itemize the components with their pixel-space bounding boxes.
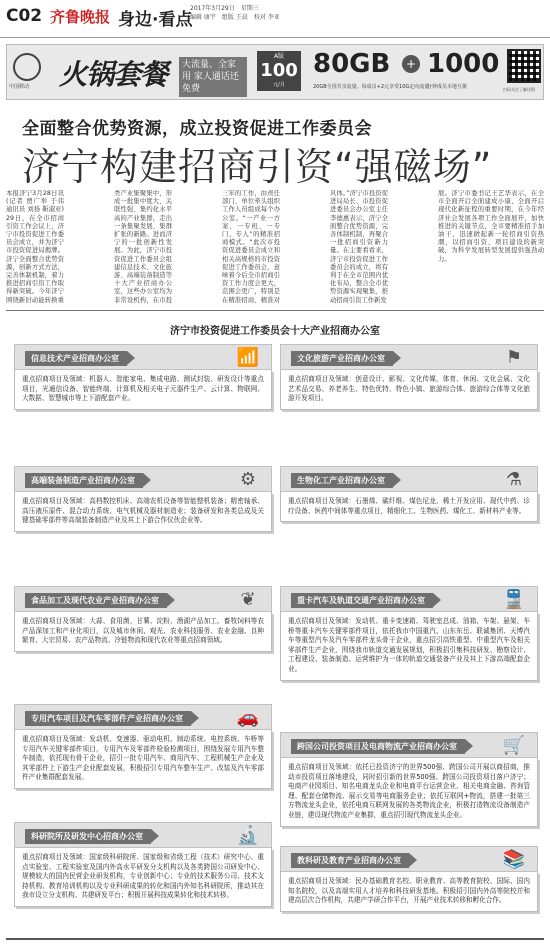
- ad-price-tier: A版: [273, 53, 285, 60]
- article-column: 三年的工作，由责任部门、单位牵头组织工作人员组成每个办公室。“一产业一方案、一专班、一专门、专人”的精准招商模式。“此次市投资促进委员会成立和相关高规格的市投资促进工作委员会，意味着今后全市招商引资工作力度会更大，范围会更广，特别是在精准招商、精准对: [222, 190, 280, 304]
- masthead-meta: [190, 4, 280, 22]
- panel-text: 重点招商项目及领域：依托已投资济宁的世界500强、跨国公司开展以商招商，推动市投资项目落地建设，同时招引新的世界500强、跨国公司投资项目落户济宁；电商产业园项目、知名电商龙头企业和电商平台运营企业、相关电商金融、咨询管理、配套仓储物流、展示交易等电商服务企业；依托互联网+物流，搭建一批第三方物流龙头企业，依托电商互联网发展的各类物流企业，积极打造物流设备制造产业链，建设现代物流产业集群，重点招引现代物流龙头企业。: [280, 758, 538, 827]
- panel-header: [14, 704, 272, 730]
- office-panel-biochemical: [280, 466, 538, 522]
- office-panel-info-tech: [14, 344, 272, 410]
- panel-title: 信息技术产业招商办公室: [25, 351, 127, 366]
- section-name: 身边·看点: [118, 10, 193, 30]
- flask-icon: ⚗: [505, 469, 523, 490]
- ad-minutes-note: 分钟成员本地互拨: [427, 84, 468, 90]
- page-number: C02: [6, 6, 43, 26]
- article-subhead: 全面整合优势资源，成立投资促进工作委员会: [22, 119, 372, 139]
- divider: [6, 310, 544, 311]
- panel-text: 重点招商项目及领域：国家级科研院所、国家级和省级工程（技术）研究中心、重点实验室、工程实验室及国内外高水平研发分支机构以及各类跨国公司研发中心、规模较大的国内民营企业研发机构，专业创新中心；专业的技术服务公司、技术支持机构、教育培训机构以及专业科研成果的转化和国内外知名科研院所，推动其在我市设立分支机构、共建研发平台；积极开展科技成果转化和技术转移。: [14, 848, 272, 907]
- office-panel-research-institutes: [14, 822, 272, 907]
- ad-data-amount: 80GB: [313, 49, 391, 79]
- panel-header: [14, 466, 272, 492]
- wifi-tower-icon: 📶: [236, 347, 260, 368]
- panel-title: 教科研及教育产业招商办公室: [291, 853, 409, 868]
- article-column: 展。济宁市委书记王艺华表示，在全市全面开启全面建成小康、全面开启现代化新征程的重要时期，在今年经济社会发展各项工作全面展开，加快推进的关键节点，全市要精准招手加油干，迅速掀起新一轮招商引资热潮，以招商引资、项目建设的新突破，为科学发展转型发展提供强劲动力。: [438, 190, 544, 263]
- article-column: 本报济宁3月28日讯(记者 贾广举 于伟 通讯员 刘扬 靳淑亚) 29日，在全市招商引资工作会议上，济宁市投资促进工作委员会成立，并为济宁市投资促进局揭牌。济宁全面整合优势资源，创新方式方法，完善体制机制，着力推进招商引资工作取得新突破。今年济宁围绕新旧动能转换重: [6, 190, 64, 304]
- panel-title: 食品加工及现代农业产业招商办公室: [25, 593, 167, 608]
- microscope-icon: 🔬: [236, 825, 260, 846]
- ad-minutes-amount: 1000: [427, 49, 500, 79]
- panel-text: 重点招商项目及领域：民办基础教育名校、职业教育、高等教育院校、国际、国内知名院校，以及高端实用人才培养和科技研发基地。积极招引国内外高等院校并和建高层次合作机构，共建产学研合作平台，开展产业技术转移和孵化合作。: [280, 872, 538, 912]
- panel-text: 重点招商项目及领域：机器人、智能家电、集成电路、测试封装、研发设计等重点项目，光通信设备、智能终端、计算机及相关电子元器件生产、云计算、物联网、大数据、智慧城市等上下游配套产业。: [14, 370, 272, 410]
- cart-icon: 🛒: [502, 735, 526, 756]
- article-headline: 济宁构建招商引资“强磁场”: [22, 145, 493, 189]
- office-panel-high-end-equipment: [14, 466, 272, 532]
- editors-line: 编辑 康宇 组版 王晨 校对 李亚: [190, 14, 280, 21]
- ad-price-badge: [257, 51, 301, 91]
- infographic-title: 济宁市投资促进工作委员会十大产业招商办公室: [170, 326, 380, 337]
- china-mobile-logo-icon: [13, 53, 41, 81]
- article-column: 具体。”济宁市投资促进局局长、市投资促进委员会办公室主任李德惠表示，济宁全面整合优势资源，完善体制机制，再聚合一批招商引资新力量。在主要看看来，济宁市投资促进工作委员会的成立，将有利于在全市范围内优化布局，整合全市优势资源实现聚集，推动招商引资工作新发: [330, 190, 388, 304]
- issue-date: 2017年3月29日 星期三: [190, 5, 259, 12]
- panel-text: 重点招商项目及领域：石墨烯、碳纤维、煤色尼龙、稀土开发应用、现代中药、诊疗设备、医药中间体等重点项目，精细化工、生物医药、煤化工、新材料产业等。: [280, 492, 538, 522]
- office-panel-multinational-ecommerce: [280, 732, 538, 827]
- office-panel-heavy-truck-rail: [280, 586, 538, 681]
- office-panel-culture-tourism: [280, 344, 538, 410]
- panel-header: [14, 344, 272, 370]
- panel-title: 生物化工产业招商办公室: [291, 473, 393, 488]
- panel-header: [280, 586, 538, 612]
- machine-icon: ⚙: [239, 469, 257, 490]
- panel-text: 重点招商项目及领域：创意设计、影视、文化传媒，体育、休闲、文化会展、文化艺术品交易、养老养生、特色优特、特色小镇、旅游综合体、旅游综合体等文化旅游开发项目。: [280, 370, 538, 410]
- masthead: [0, 0, 550, 38]
- ad-qr-caption: 扫码关注了解详情: [503, 87, 535, 92]
- footer-rule: [6, 938, 544, 940]
- ad-operator: 中国移动: [9, 84, 30, 90]
- panel-title: 重卡汽车及轨道交通产业招商办公室: [291, 593, 433, 608]
- books-icon: 📚: [502, 849, 526, 870]
- ad-data-note: 20GB全国共享流量、每成员+2元享受10G定向流量: [313, 84, 430, 90]
- panel-header: [280, 732, 538, 758]
- paper-name: 齐鲁晚报: [50, 8, 111, 26]
- panel-title: 文化旅游产业招商办公室: [291, 351, 393, 366]
- plus-icon: +: [402, 55, 420, 73]
- office-panel-special-vehicles: [14, 704, 272, 789]
- office-panel-food-agriculture: [14, 586, 272, 652]
- panel-title: 跨国公司投资项目及电商物流产业招商办公室: [291, 739, 465, 754]
- panel-text: 重点招商项目及领域：发动机、变速器、驱动电机、制动系统、电控系统、车桥等专用汽车关键零部件项目，专用汽车及零部件检验检测项目，围绕发展专用汽车整车制造，依托现有骨干企业，招引一批专用汽车、商用汽车、工程机械生产企业及其零部件上下游生产企业配套发展，积极招引专用汽车整车生产、改装及汽车零部件产业集群配套发展。: [14, 730, 272, 789]
- panel-title: 高端装备制造产业招商办公室: [25, 473, 143, 488]
- article-body: [6, 190, 544, 306]
- panel-text: 重点招商项目及领域：大蒜、食用菌、甘薯、淀粉、渔湖产品加工、畜牧饲料等农产品深加工和产业化项目，以及城市休闲、观光、农业科技服务、农业金融、良种繁育、大宗贸易、农产品物流、冷链物流和现代农业等重点招商领域。: [14, 612, 272, 652]
- ad-price-value: 100: [260, 60, 298, 81]
- ad-slogan: 大流量、全家用 家人通话还免费: [179, 57, 247, 97]
- panel-title: 专用汽车项目及汽车零部件产业招商办公室: [25, 711, 191, 726]
- flag-icon: ⚑: [505, 347, 523, 368]
- panel-header: [280, 344, 538, 370]
- panel-header: [14, 822, 272, 848]
- article-column: 类产业集聚集中，形成一批集中度大、关联性强、集约化水平高的产业集群，走出一条集聚发展、集群扩张的新路。进而济宁的一批创新性发展。为此，济宁市投资促进工作委员会组建信息技术、文化旅游、高端装备制造等十大产业招商办公室，这些办公室均为非常设机构，在市投: [114, 190, 172, 304]
- ad-banner[interactable]: [6, 44, 544, 100]
- train-icon: 🚆: [502, 589, 526, 610]
- panel-text: 重点招商项目及领域：高档数控机床、高端农机设备等智能整机装备；精密轴承、高压液压原件、混合动力系统、电气机械及器材制造业；装备研发和各类总成及关键基础零部件等高端装备制造产业及其上下游合作仪伙企业等。: [14, 492, 272, 532]
- panel-text: 重点招商项目及领域：发动机、重卡变速箱、驾驶室总成、油箱、车架、悬架、车桥等重卡汽车关键零部件项目，依托我市中国重汽、山东东岳、联诚集团、天博汽车等重型汽车及汽车零部件龙头骨干企业，重点招引高铁重型、中重型汽车及相关零部件生产企业，围绕我市轨道交通发展规划，积极招引集科技研发、勘察设计、工程建设、装备制造、运营维护为一体的轨道交通装备产业及其上下游高端配套企业。: [280, 612, 538, 681]
- panel-title: 科研院所及研发中心招商办公室: [25, 829, 151, 844]
- panel-header: [14, 586, 272, 612]
- qr-code-icon[interactable]: [507, 49, 541, 83]
- wheat-icon: ❦: [240, 589, 256, 610]
- panel-header: [280, 846, 538, 872]
- ad-price-unit: 元/月: [273, 82, 285, 88]
- office-panel-education: [280, 846, 538, 912]
- car-icon: 🚗: [236, 707, 260, 728]
- ad-brand: 火锅套餐: [59, 58, 168, 91]
- panel-header: [280, 466, 538, 492]
